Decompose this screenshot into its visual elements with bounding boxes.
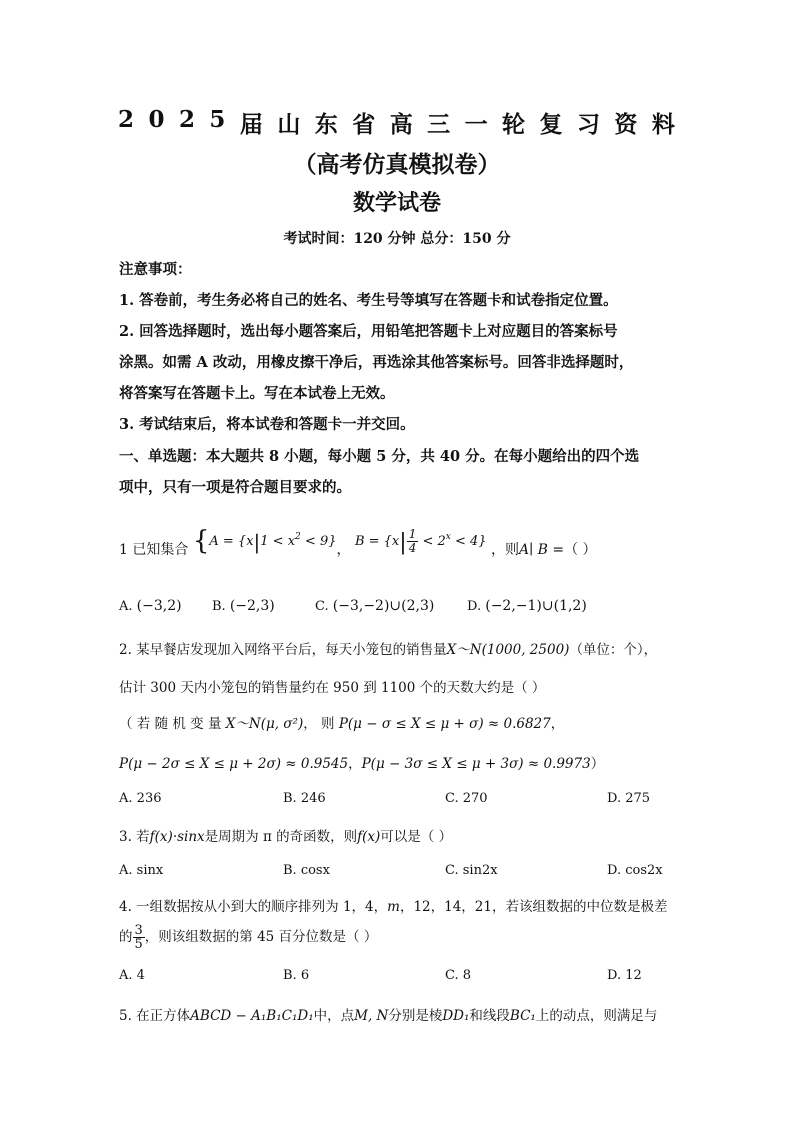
title-char: 届 xyxy=(239,111,264,138)
q2-option-c: C. 270 xyxy=(445,791,488,806)
question-4-line-1: 4. 一组数据按从小到大的顺序排列为 1，4，m，12，14，21，若该组数据的中位数是极差 xyxy=(119,899,668,915)
question-2-line-2: 估计 300 天内小笼包的销售量约在 950 到 1100 个的天数大约是（ ） xyxy=(119,680,546,696)
question-2-line-3: （ 若 随 机 变 量 X～N(μ, σ²)， 则 P(μ − σ ≤ X ≤ μ + σ) ≈ 0.6827， xyxy=(119,716,565,732)
subject-title: 数学试卷 xyxy=(352,190,441,216)
q3-option-b: B. cosx xyxy=(283,863,330,878)
question-5: 5. 在正方体ABCD − A₁B₁C₁D₁中，点M, N分别是棱DD₁和线段BC₁上的动点，则满足与 xyxy=(119,1008,658,1024)
q4-option-b: B. 6 xyxy=(283,968,310,983)
title-char: 山 xyxy=(277,111,302,138)
section1-heading-b: 项中，只有一项是符合题目要求的。 xyxy=(119,479,351,496)
q3-option-a: A. sinx xyxy=(119,863,164,878)
q1-option-a: A. (−3,2) xyxy=(119,598,182,614)
title-char: 2 xyxy=(178,106,196,133)
title-char: 三 xyxy=(427,111,452,138)
note-item-3: 3. 考试结束后，将本试卷和答题卡一并交回。 xyxy=(119,416,415,433)
exam-title xyxy=(118,106,676,139)
q1-option-c: C. (−3,−2)∪(2,3) xyxy=(315,598,435,614)
question-1: 1 已知集合 {$A = \{x|1 < x^2 < 9\}$， B = {x| $\frac{1}{4}$ < $2^x < 4$} ，则A∣ B =（ ） xyxy=(119,526,597,558)
question-text: 已知集合 xyxy=(132,542,189,558)
distribution: X～N(1000, 2500) xyxy=(446,642,570,658)
title-char: 料 xyxy=(651,111,676,138)
q2-option-a: A. 236 xyxy=(119,791,162,806)
title-char: 复 xyxy=(539,111,564,138)
question-2-line-4: P(μ − 2σ ≤ X ≤ μ + 2σ) ≈ 0.9545，P(μ − 3σ ≤ X ≤ μ + 3σ) ≈ 0.9973） xyxy=(119,756,605,772)
section1-heading-a: 一、单选题：本大题共 8 小题，每小题 5 分，共 40 分。在每小题给出的四个选 xyxy=(119,448,640,465)
note-item-2c: 将答案写在答题卡上。写在本试卷上无效。 xyxy=(119,385,395,402)
note-item-1: 1. 答卷前，考生务必将自己的姓名、考生号等填写在答题卡和试卷指定位置。 xyxy=(119,292,618,309)
title-char: 一 xyxy=(464,111,489,138)
title-char: 轮 xyxy=(502,111,527,138)
title-char: 高 xyxy=(389,111,414,138)
question-4-line-2: 的 $\frac{3}{5}$ ，则该组数据的第 45 百分位数是（ ） xyxy=(119,923,378,952)
question-number: 1 xyxy=(119,542,128,558)
question-3: 3. 若f(x)·sinx是周期为 π 的奇函数，则f(x)可以是（ ） xyxy=(119,829,453,845)
set-a: {$A = \{x|1 < x^2 < 9\}$ xyxy=(192,526,337,556)
question-2-line-1: 2. 某早餐店发现加入网络平台后，每天小笼包的销售量X～N(1000, 2500)（单位：个）， xyxy=(119,642,658,658)
exam-subtitle: （高考仿真模拟卷） xyxy=(293,151,501,178)
set-b: B = {x| $\frac{1}{4}$ < $2^x < 4$} xyxy=(354,527,487,555)
title-char: 省 xyxy=(352,111,377,138)
note-item-2a: 2. 回答选择题时，选出每小题答案后，用铅笔把答题卡上对应题目的答案标号 xyxy=(119,323,618,340)
title-char: 资 xyxy=(614,111,639,138)
q1-option-b: B. (−2,3) xyxy=(212,598,275,614)
title-char: 5 xyxy=(209,106,227,133)
title-char: 0 xyxy=(148,106,166,133)
notes-heading: 注意事项： xyxy=(119,261,192,278)
q1-option-d: D. (−2,−1)∪(1,2) xyxy=(467,598,587,614)
q3-option-c: C. sin2x xyxy=(445,863,498,878)
exam-info: 考试时间：120 分钟 总分：150 分 xyxy=(283,231,511,247)
title-char: 习 xyxy=(576,111,601,138)
q2-option-b: B. 246 xyxy=(283,791,326,806)
title-char: 东 xyxy=(314,111,339,138)
q4-option-a: A. 4 xyxy=(119,968,145,983)
note-item-2b: 涂黑。如需 A 改动，用橡皮擦干净后，再选涂其他答案标号。回答非选择题时， xyxy=(119,354,634,371)
q2-option-d: D. 275 xyxy=(607,791,651,806)
intersection-expr: A∣ B = xyxy=(519,542,565,558)
q3-option-d: D. cos2x xyxy=(607,863,663,878)
q4-option-d: D. 12 xyxy=(607,968,642,983)
title-char: 2 xyxy=(118,106,136,133)
q4-option-c: C. 8 xyxy=(445,968,472,983)
